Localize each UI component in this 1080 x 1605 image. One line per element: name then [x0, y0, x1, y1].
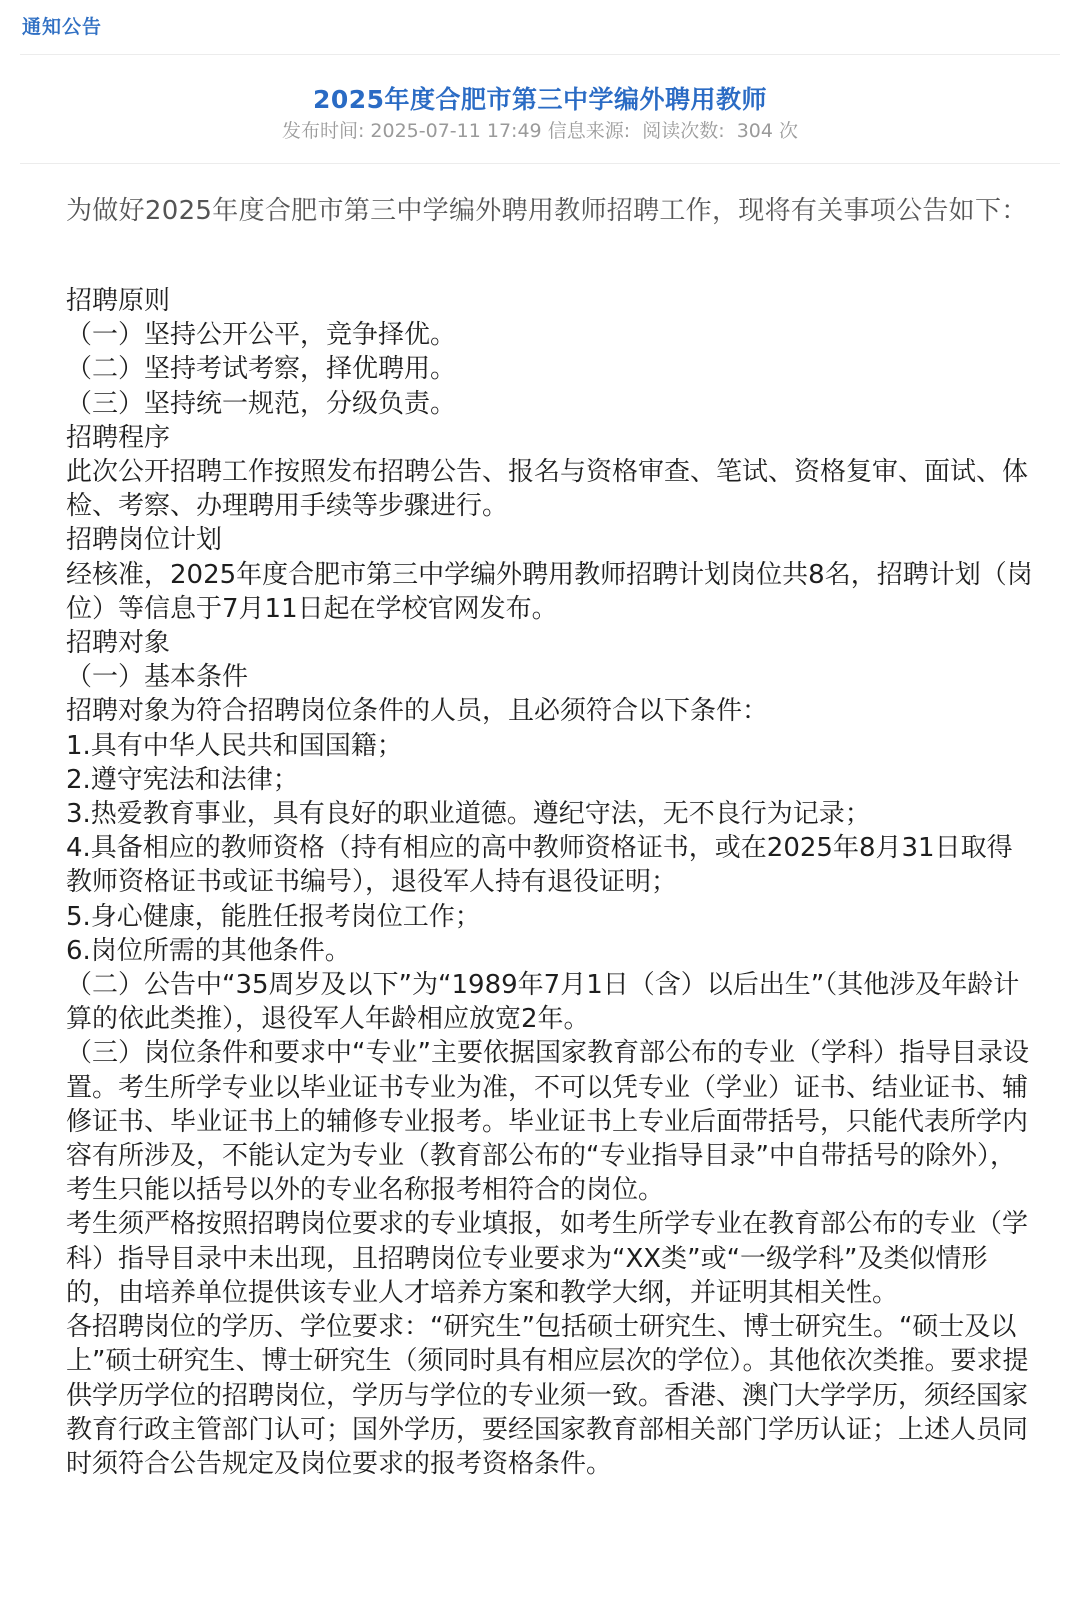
body-paragraph: 此次公开招聘工作按照发布招聘公告、报名与资格审查、笔试、资格复审、面试、体检、考察、办理聘用手续等步骤进行。: [66, 457, 1029, 522]
condition-item: 4.具备相应的教师资格（持有相应的高中教师资格证书，或在2025年8月31日取得教师资格证书或证书编号），退役军人持有退役证明；: [66, 833, 1013, 898]
principle-item: （二）坚持考试考察，择优聘用。: [66, 354, 457, 385]
heading-position-plan: 招聘岗位计划: [66, 525, 223, 556]
article-body: [66, 284, 1036, 1481]
condition-item: 6.岗位所需的其他条件。: [66, 935, 351, 966]
heading-recruitment-targets: 招聘对象: [66, 628, 171, 659]
principle-item: （三）坚持统一规范，分级负责。: [66, 388, 457, 419]
article-title: 2025年度合肥市第三中学编外聘用教师: [312, 85, 768, 114]
views-label: 阅读次数:: [642, 120, 725, 142]
condition-item: 3.热爱教育事业，具有良好的职业道德。遵纪守法，无不良行为记录；: [66, 799, 871, 830]
body-paragraph: （三）岗位条件和要求中“专业”主要依据国家教育部公布的专业（学科）指导目录设置。考生所学专业以毕业证书专业为准，不可以凭专业（学业）证书、结业证书、辅修证书、毕业证书上的辅修专业报考。毕业证书上专业后面带括号，只能代表所学内容有所涉及，不能认定为专业（教育部公布的“专业指导目录”中自带括号的除外），考生只能以括号以外的专业名称报考相符合的岗位。: [66, 1038, 1029, 1206]
divider: [20, 54, 1060, 55]
publish-time-label: 发布时间:: [281, 120, 365, 142]
views-count: 304: [736, 120, 773, 142]
publish-time-value: 2025-07-11 17:49: [370, 120, 542, 142]
divider: [20, 163, 1060, 164]
body-paragraph: 招聘对象为符合招聘岗位条件的人员，且必须符合以下条件：: [66, 696, 769, 727]
section-header[interactable]: 通知公告: [22, 16, 103, 38]
views-unit: 次: [779, 120, 799, 142]
body-paragraph: 考生须严格按照招聘岗位要求的专业填报，如考生所学专业在教育部公布的专业（学科）指导目录中未出现，且招聘岗位专业要求为“XX类”或“一级学科”及类似情形的，由培养单位提供该专业人才培养方案和教学大纲，并证明其相关性。: [66, 1209, 1029, 1308]
body-paragraph: 经核准，2025年度合肥市第三中学编外聘用教师招聘计划岗位共8名，招聘计划（岗位）等信息于7月11日起在学校官网发布。: [66, 559, 1033, 624]
condition-item: 1.具有中华人民共和国国籍；: [66, 730, 403, 761]
condition-item: 5.身心健康，能胜任报考岗位工作；: [66, 901, 481, 932]
heading-recruitment-procedure: 招聘程序: [66, 422, 171, 453]
intro-paragraph: 为做好2025年度合肥市第三中学编外聘用教师招聘工作，现将有关事项公告如下：: [66, 196, 1028, 226]
source-label: 信息来源:: [547, 120, 631, 142]
article-meta: [0, 116, 1080, 143]
body-paragraph: 各招聘岗位的学历、学位要求：“研究生”包括硕士研究生、博士研究生。“硕士及以上”硕士研究生、博士研究生（须同时具有相应层次的学位）。其他依次类推。要求提供学历学位的招聘岗位，学历与学位的专业须一致。香港、澳门大学学历，须经国家教育行政主管部门认可；国外学历，要经国家教育部相关部门学历认证；上述人员同时须符合公告规定及岗位要求的报考资格条件。: [66, 1312, 1029, 1479]
condition-item: 2.遵守宪法和法律；: [66, 764, 299, 795]
heading-recruitment-principles: 招聘原则: [66, 286, 171, 316]
subheading-basic-conditions: （一）基本条件: [66, 662, 249, 693]
body-paragraph: （二）公告中“35周岁及以下”为“1989年7月1日（含）以后出生”（其他涉及年龄计算的依此类推），退役军人年龄相应放宽2年。: [66, 970, 1020, 1035]
principle-item: （一）坚持公开公平，竞争择优。: [66, 320, 457, 351]
